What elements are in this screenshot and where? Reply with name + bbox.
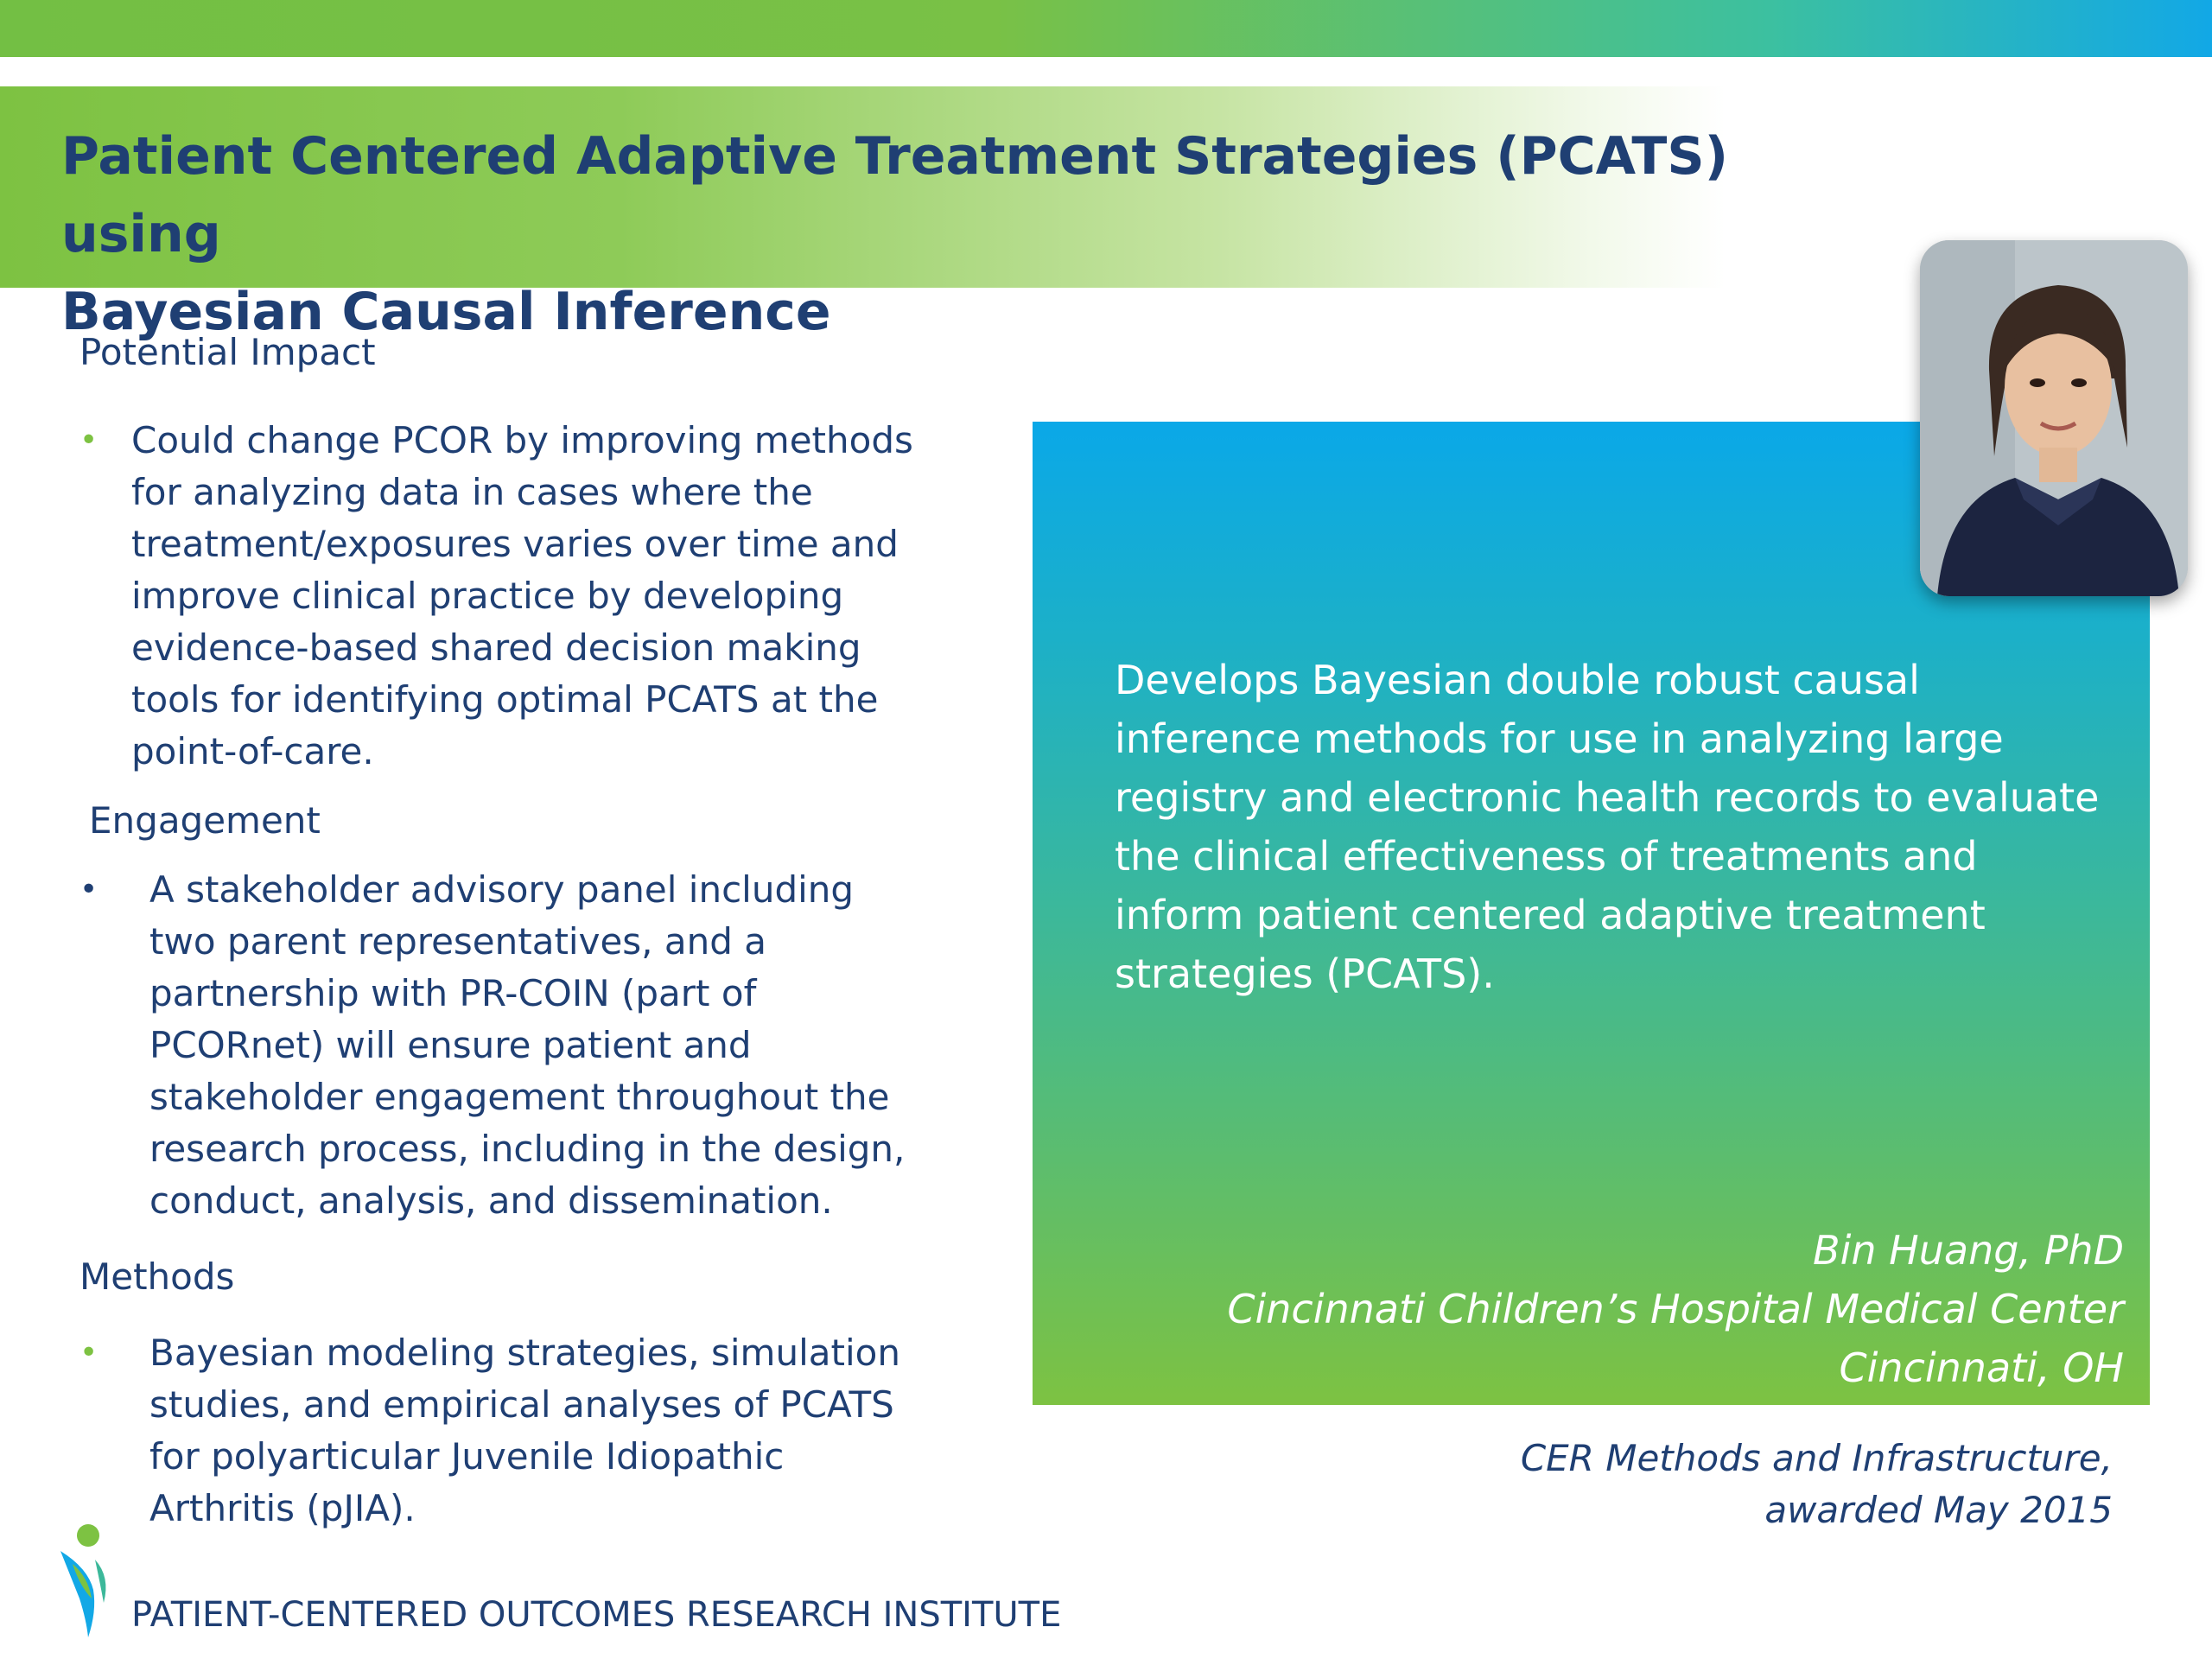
bullet-dot-icon: • — [79, 423, 99, 458]
portrait-illustration — [1920, 240, 2188, 596]
methods-heading: Methods — [79, 1255, 235, 1298]
slide-title — [61, 118, 1789, 351]
slide-title-line-2: Bayesian Causal Inference — [61, 282, 831, 342]
slide-title-line-1: Patient Centered Adaptive Treatment Strategies (PCATS) using — [61, 126, 1728, 264]
bullet-dot-icon: • — [79, 1335, 99, 1370]
award-date: awarded May 2015 — [1764, 1489, 2113, 1531]
footer-org-name: PATIENT-CENTERED OUTCOMES RESEARCH INSTITUTE — [131, 1595, 1062, 1635]
investigator-name: Bin Huang, PhD — [1813, 1227, 2124, 1274]
institution-name: Cincinnati Children’s Hospital Medical Center — [1227, 1286, 2124, 1332]
impact-bullet-text: Could change PCOR by improving methods for analyzing data in cases where the treatment/exposures varies over time and improve clinical practice by developing evidence-based shared decision making tools for identifying optimal PCATS at the point-of-care. — [131, 419, 913, 772]
engagement-bullet-text: A stakeholder advisory panel including two parent representatives, and a partnership with PR-COIN (part of PCORnet) will ensure patient and stakeholder engagement throughout the research process, including in the design, conduct, analysis, and dissemination. — [149, 868, 906, 1222]
potential-impact-heading: Potential Impact — [79, 331, 376, 373]
summary-text: Develops Bayesian double robust causal inference methods for use in analyzing large registry and electronic health records to evaluate the clinical effectiveness of treatments and inform patient centered adaptive treatment strategies (PCATS). — [1115, 657, 2100, 997]
bullet-dot-icon: • — [79, 872, 99, 907]
award-program: CER Methods and Infrastructure, — [1520, 1437, 2113, 1479]
pcori-figure-icon — [54, 1516, 114, 1637]
top-accent-bar — [0, 0, 2212, 57]
institution-location: Cincinnati, OH — [1839, 1344, 2124, 1391]
engagement-heading: Engagement — [89, 799, 321, 842]
methods-bullet-text: Bayesian modeling strategies, simulation studies, and empirical analyses of PCATS for polyarticular Juvenile Idiopathic Arthritis (pJIA). — [149, 1332, 900, 1529]
investigator-photo — [1920, 240, 2188, 596]
